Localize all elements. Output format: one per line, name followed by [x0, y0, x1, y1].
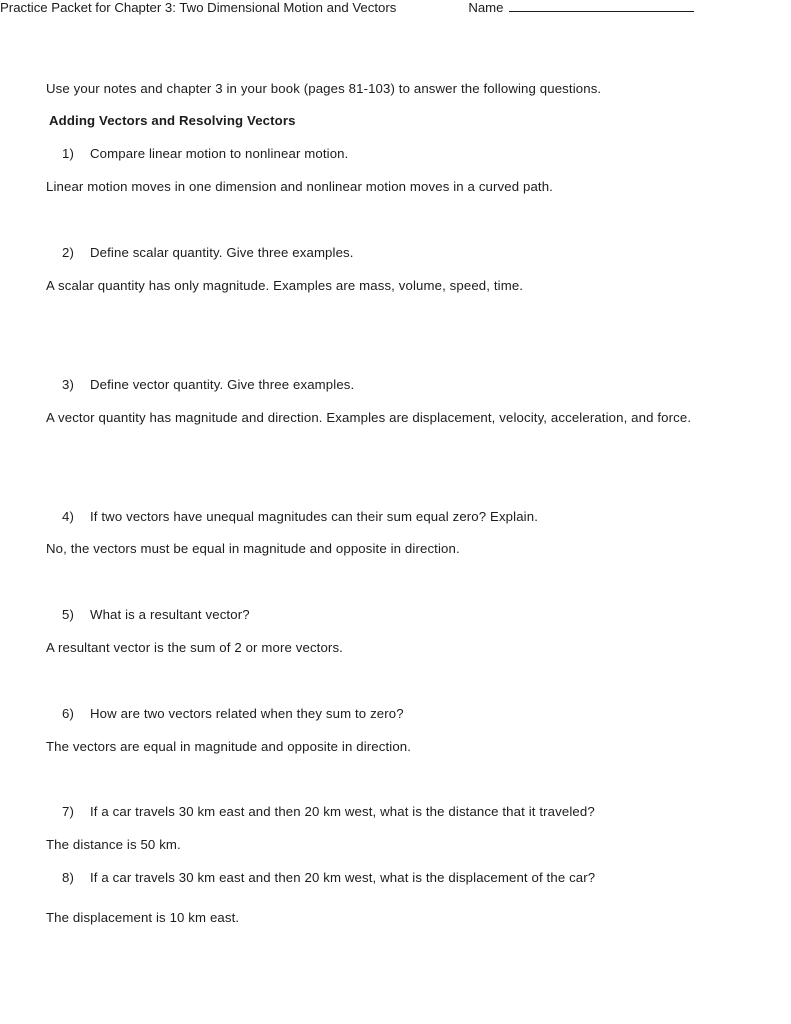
- name-input-blank[interactable]: [509, 0, 694, 12]
- question-2: [62, 245, 354, 261]
- instruction-text: Use your notes and chapter 3 in your book (pages 81-103) to answer the following questions.: [46, 81, 602, 96]
- question-3: [62, 377, 354, 393]
- answer-8: The displacement is 10 km east.: [46, 910, 240, 925]
- question-number: 6): [62, 706, 74, 721]
- page-title: Practice Packet for Chapter 3: Two Dimensional Motion and Vectors: [0, 0, 397, 15]
- answer-1: Linear motion moves in one dimension and nonlinear motion moves in a curved path.: [46, 179, 553, 194]
- question-text: How are two vectors related when they sum to zero?: [90, 706, 404, 721]
- question-number: 8): [62, 870, 74, 885]
- answer-6: The vectors are equal in magnitude and opposite in direction.: [46, 739, 412, 754]
- question-text: Define vector quantity. Give three examples.: [90, 377, 355, 392]
- question-text: Define scalar quantity. Give three examples.: [90, 245, 354, 260]
- question-8: [62, 870, 595, 886]
- question-number: 1): [62, 146, 74, 161]
- question-1: [62, 146, 348, 162]
- answer-2: A scalar quantity has only magnitude. Examples are mass, volume, speed, time.: [46, 278, 524, 293]
- question-number: 2): [62, 245, 74, 260]
- question-text: Compare linear motion to nonlinear motion.: [90, 146, 349, 161]
- question-number: 3): [62, 377, 74, 392]
- answer-7: The distance is 50 km.: [46, 837, 181, 852]
- question-number: 7): [62, 804, 74, 819]
- document-header: [0, 0, 700, 15]
- question-5: [62, 607, 250, 623]
- question-4: [62, 509, 538, 525]
- question-7: [62, 804, 595, 820]
- question-text: If a car travels 30 km east and then 20 km west, what is the distance that it traveled?: [90, 804, 595, 819]
- answer-4: No, the vectors must be equal in magnitude and opposite in direction.: [46, 541, 460, 556]
- question-6: [62, 706, 404, 722]
- section-heading: Adding Vectors and Resolving Vectors: [49, 113, 296, 128]
- question-number: 4): [62, 509, 74, 524]
- answer-5: A resultant vector is the sum of 2 or more vectors.: [46, 640, 343, 655]
- question-text: What is a resultant vector?: [90, 607, 250, 622]
- name-label: Name: [468, 0, 504, 15]
- question-text: If a car travels 30 km east and then 20 km west, what is the displacement of the car?: [90, 870, 596, 885]
- question-number: 5): [62, 607, 74, 622]
- answer-3: A vector quantity has magnitude and direction. Examples are displacement, velocity, acceleration, and force.: [46, 410, 692, 425]
- name-field-group: [468, 0, 693, 15]
- question-text: If two vectors have unequal magnitudes can their sum equal zero? Explain.: [90, 509, 539, 524]
